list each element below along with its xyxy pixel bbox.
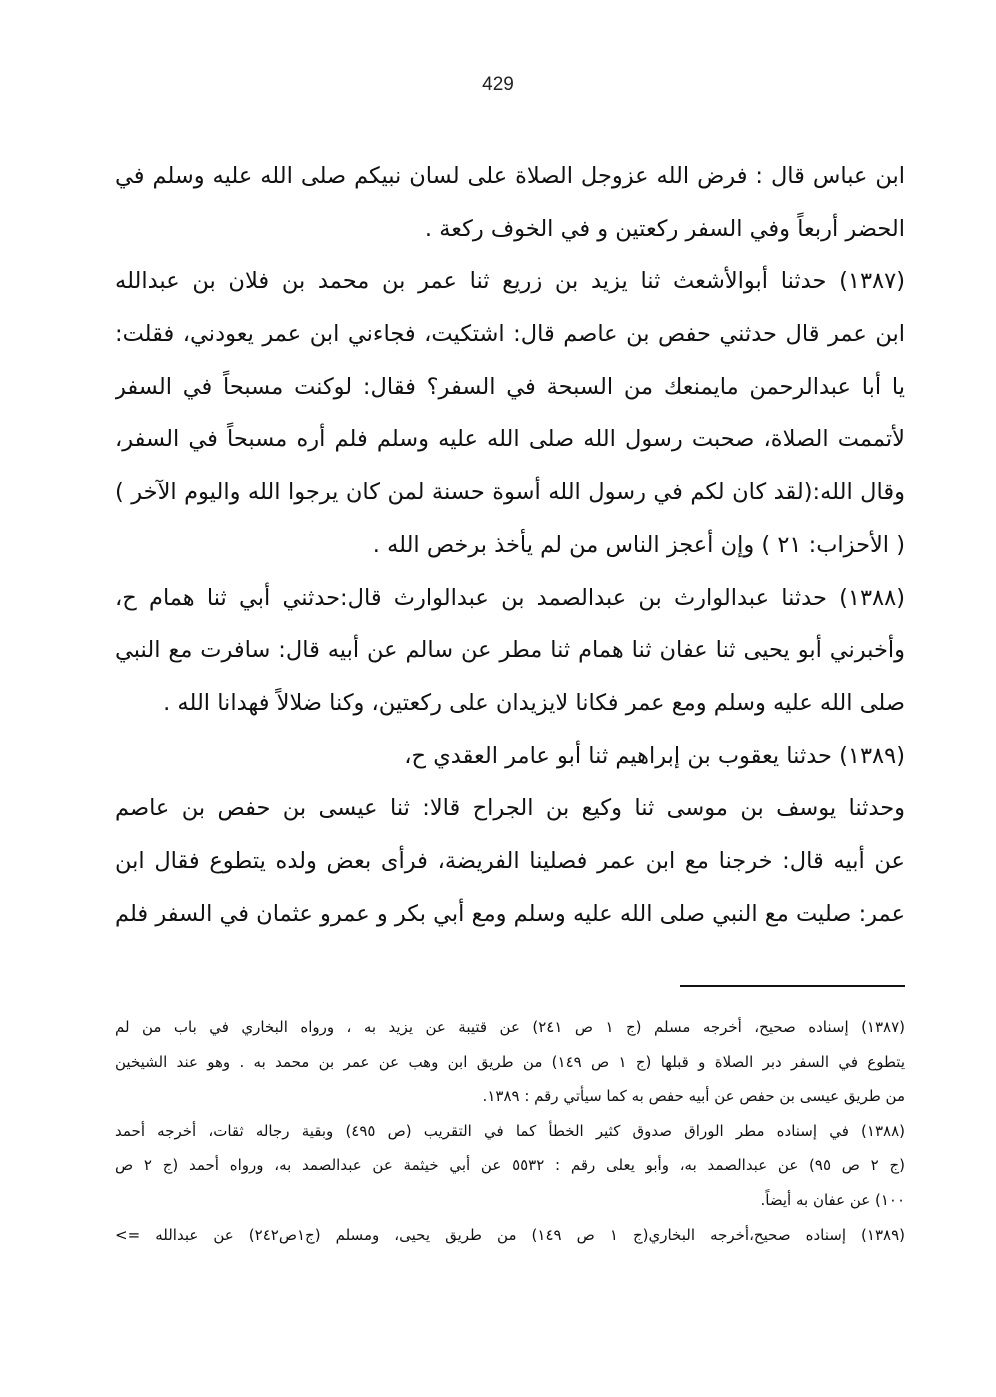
text-line: (١٣٨٧) حدثنا أبوالأشعث ثنا يزيد بن زريع ثنا عمر بن محمد بن فلان بن عبدالله	[115, 268, 905, 295]
footnote-line: (١٣٨٩) إسناده صحيح،أخرجه البخاري(ج ١ ص ١٤٩) من طريق يحيى، ومسلم (ج١ص٢٤٢) عن عبدالله =>	[115, 1225, 905, 1244]
text-line: وقال الله:(لقد كان لكم في رسول الله أسوة حسنة لمن كان يرجوا الله واليوم الآخر )	[115, 479, 905, 506]
text-line: (١٣٨٨) حدثنا عبدالوارث بن عبدالصمد بن عبدالوارث قال:حدثني أبي ثنا همام ح،	[115, 584, 905, 611]
main-text	[115, 150, 905, 940]
footnote-line: (١٣٨٧) إسناده صحيح، أخرجه مسلم (ج ١ ص ٢٤١) عن قتيبة عن يزيد به ، ورواه البخاري في باب من لم	[115, 1018, 905, 1036]
footnote-separator	[680, 985, 905, 987]
page-number: 429	[482, 74, 514, 95]
footnotes	[115, 1010, 905, 1252]
text-line: عمر: صليت مع النبي صلى الله عليه وسلم ومع أبي بكر و عمرو عثمان في السفر فلم	[115, 900, 905, 927]
footnote-line: يتطوع في السفر دبر الصلاة و قبلها (ج ١ ص ١٤٩) من طريق ابن وهب عن عمر بن محمد به . وهو عند الشيخين	[115, 1052, 905, 1071]
text-line: وأخبرني أبو يحيى ثنا عفان ثنا همام ثنا مطر عن سالم عن أبيه قال: سافرت مع النبي	[115, 637, 905, 664]
text-line: لأتممت الصلاة، صحبت رسول الله صلى الله عليه وسلم فلم أره مسبحاً في السفر،	[115, 426, 905, 453]
footnote-line: (١٣٨٨) في إسناده مطر الوراق صدوق كثير الخطأ كما في التقريب (ص ٤٩٥) وبقية رجاله ثقات، أخرجه أحمد	[115, 1121, 905, 1140]
text-line: (١٣٨٩) حدثنا يعقوب بن إبراهيم ثنا أبو عامر العقدي ح،	[404, 742, 905, 769]
footnote-line: (ج ٢ ص ٩٥) عن عبدالصمد به، وأبو يعلى رقم : ٥٥٣٢ عن أبي خيثمة عن عبدالصمد به، ورواه أحمد (ج ٢ ص	[115, 1156, 905, 1175]
text-line: ( الأحزاب: ٢١ ) وإن أعجز الناس من لم يأخذ برخص الله .	[372, 531, 905, 558]
text-line: ابن عباس قال : فرض الله عزوجل الصلاة على لسان نبيكم صلى الله عليه وسلم في	[115, 163, 905, 189]
text-line: يا أبا عبدالرحمن مايمنعك من السبحة في السفر؟ فقال: لوكنت مسبحاً في السفر	[115, 373, 905, 400]
text-line: ابن عمر قال حدثني حفص بن عاصم قال: اشتكيت، فجاءني ابن عمر يعودني، فقلت:	[115, 321, 905, 348]
text-line: صلى الله عليه وسلم ومع عمر فكانا لايزيدان على ركعتين، وكنا ضلالاً فهدانا الله .	[163, 689, 905, 716]
text-line: الحضر أربعاً وفي السفر ركعتين و في الخوف ركعة .	[424, 215, 905, 242]
text-line: وحدثنا يوسف بن موسى ثنا وكيع بن الجراح قالا: ثنا عيسى بن حفص بن عاصم	[115, 795, 905, 822]
text-line: عن أبيه قال: خرجنا مع ابن عمر فصلينا الفريضة، فرأى بعض ولده يتطوع فقال ابن	[115, 847, 905, 874]
footnote-line: من طريق عيسى بن حفص عن أبيه حفص به كما سيأتي رقم : ١٣٨٩.	[482, 1087, 905, 1106]
footnote-line: ١٠٠) عن عفان به أيضاً.	[760, 1190, 905, 1209]
